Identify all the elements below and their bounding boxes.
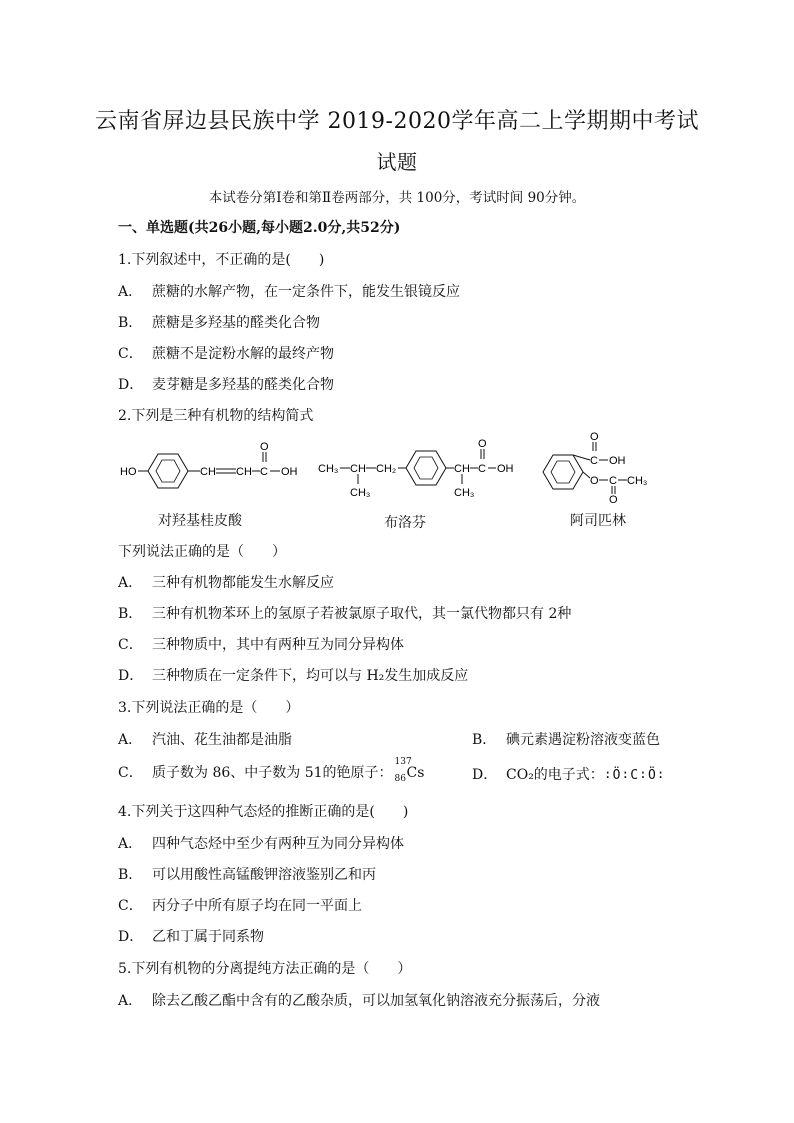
nuclide-symbol — [393, 757, 425, 784]
option-text: 碘元素遇淀粉溶液变蓝色 — [506, 732, 660, 748]
atom-label: C — [590, 455, 598, 467]
atom-label: O — [478, 438, 487, 450]
q5-stem: 5.下列有机物的分离提纯方法正确的是（ ） — [118, 961, 412, 977]
q1-option-a — [118, 281, 460, 301]
atom-label: CH₃ — [454, 487, 475, 499]
atom-label: C — [260, 466, 268, 478]
atom-label: CH — [236, 466, 252, 478]
q3-stem: 3.下列说法正确的是（ ） — [118, 700, 300, 716]
q4-option-c — [118, 895, 362, 915]
option-text: 除去乙酸乙酯中含有的乙酸杂质，可以加氢氧化钠溶液充分振荡后，分液 — [152, 993, 600, 1009]
option-text: 质子数为 86、中子数为 51的铯原子： — [152, 765, 393, 781]
electron-formula: ∶Ö∶C∶Ö∶ — [603, 768, 666, 783]
option-text: 可以用酸性高锰酸钾溶液鉴别乙和丙 — [152, 867, 376, 883]
structure-caption-3: 阿司匹林 — [570, 513, 626, 529]
q3-option-c — [118, 757, 425, 784]
atom-label: O — [260, 441, 269, 453]
atom-label: CH — [454, 463, 470, 475]
q2-question: 下列说法正确的是（ ） — [118, 544, 286, 560]
q2-option-a — [118, 572, 334, 592]
q1-option-c — [118, 343, 334, 363]
atom-label: CH₃ — [318, 463, 339, 475]
atom-label: C — [609, 475, 617, 487]
exam-title: 云南省屏边县民族中学 2019-2020学年高二上学期期中考试 — [95, 109, 699, 134]
q5-option-a — [118, 990, 600, 1010]
element-symbol: Cs — [406, 765, 425, 781]
structure-ibuprofen — [318, 438, 523, 504]
option-label: D． — [118, 929, 144, 945]
option-text: 四种气态烃中至少有两种互为同分异构体 — [152, 836, 404, 852]
option-label: A． — [118, 993, 143, 1009]
option-label: D． — [472, 767, 498, 783]
option-text: 蔗糖不是淀粉水解的最终产物 — [152, 346, 334, 362]
option-text: 麦芽糖是多羟基的醛类化合物 — [152, 377, 334, 393]
exam-info: 本试卷分第Ⅰ卷和第Ⅱ卷两部分，共 100分，考试时间 90分钟。 — [208, 190, 586, 206]
option-label: B． — [472, 732, 497, 748]
atom-label: O — [609, 494, 618, 504]
option-label: C． — [118, 637, 143, 653]
option-text: 汽油、花生油都是油脂 — [152, 732, 292, 748]
atom-label: CH₂ — [376, 463, 397, 475]
q2-option-d — [118, 665, 468, 685]
option-label: A． — [118, 836, 143, 852]
q2-option-c — [118, 634, 404, 654]
q3-option-b — [472, 729, 660, 749]
q3-option-d — [472, 764, 666, 784]
option-label: B． — [118, 315, 143, 331]
structure-aspirin — [538, 432, 668, 504]
option-label: C． — [118, 346, 143, 362]
atom-label: OH — [281, 466, 298, 478]
option-text: 三种有机物苯环上的氢原子若被氯原子取代，其一氯代物都只有 2种 — [152, 606, 572, 622]
option-text: 丙分子中所有原子均在同一平面上 — [152, 898, 362, 914]
atom-label: CH₃ — [350, 487, 371, 499]
option-label: D． — [118, 377, 144, 393]
option-text: 乙和丁属于同系物 — [152, 929, 264, 945]
option-label: B． — [118, 606, 143, 622]
option-label: C． — [118, 898, 143, 914]
option-text: 蔗糖的水解产物，在一定条件下，能发生银镜反应 — [152, 284, 460, 300]
q4-option-a — [118, 833, 404, 853]
atom-label: OH — [497, 463, 514, 475]
option-text: 蔗糖是多羟基的醛类化合物 — [152, 315, 320, 331]
q2-option-b — [118, 603, 571, 623]
q4-option-b — [118, 864, 376, 884]
atom-label: HO — [120, 466, 137, 478]
atom-label: O — [590, 475, 599, 487]
option-text: CO₂的电子式： — [506, 767, 604, 783]
structure-caption-1: 对羟基桂皮酸 — [158, 513, 242, 529]
option-text: 三种有机物都能发生水解反应 — [152, 575, 334, 591]
structure-caption-2: 布洛芬 — [384, 515, 426, 531]
option-label: A． — [118, 284, 143, 300]
atom-label: CH — [350, 463, 366, 475]
q3-option-a — [118, 729, 292, 749]
option-label: C． — [118, 765, 143, 781]
option-text: 三种物质中，其中有两种互为同分异构体 — [152, 637, 404, 653]
q1-stem: 1.下列叙述中，不正确的是( ) — [118, 252, 325, 268]
atom-label: OH — [609, 455, 626, 467]
q2-stem: 2.下列是三种有机物的结构简式 — [118, 408, 314, 424]
q1-option-b — [118, 312, 320, 332]
atomic-number: 86 — [394, 774, 406, 784]
option-label: A． — [118, 732, 143, 748]
atom-label: C — [478, 463, 486, 475]
q4-stem: 4.下列关于这四种气态烃的推断正确的是( ) — [118, 804, 409, 820]
option-label: A． — [118, 575, 143, 591]
section-heading: 一、单选题(共26小题,每小题2.0分,共52分) — [118, 220, 401, 236]
option-text: 三种物质在一定条件下，均可以与 H₂发生加成反应 — [152, 668, 469, 684]
atom-label: CH — [200, 466, 216, 478]
atom-label: O — [590, 432, 599, 443]
option-label: D． — [118, 668, 144, 684]
q1-option-d — [118, 374, 334, 394]
structure-hydroxycinnamic-acid — [118, 438, 318, 504]
exam-subtitle: 试题 — [376, 150, 418, 174]
atom-label: CH₃ — [627, 475, 648, 487]
q4-option-d — [118, 926, 264, 946]
mass-number: 137 — [394, 757, 412, 767]
option-label: B． — [118, 867, 143, 883]
